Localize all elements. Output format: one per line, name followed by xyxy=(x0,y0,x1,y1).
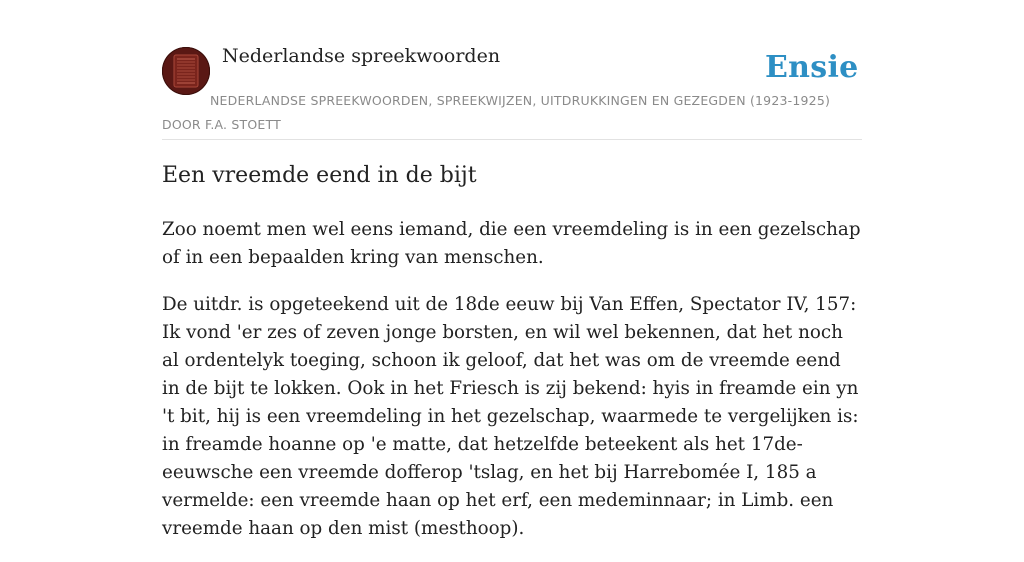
entry-title: Een vreemde eend in de bijt xyxy=(162,163,477,188)
author-line: DOOR F.A. STOETT xyxy=(162,117,281,132)
source-subtitle[interactable]: NEDERLANDSE SPREEKWOORDEN, SPREEKWIJZEN, UITDRUKKINGEN EN GEZEGDEN (1923-1925) xyxy=(210,93,831,108)
entry-body xyxy=(162,216,864,562)
header-divider xyxy=(162,139,862,140)
brand-logo[interactable]: Ensie xyxy=(765,50,859,85)
book-cover-icon[interactable] xyxy=(162,47,210,95)
book-cover-graphic xyxy=(162,47,210,95)
entry-paragraph: De uitdr. is opgeteekend uit de 18de eeuw bij Van Effen, Spectator IV, 157: Ik vond 'er zes of zeven jonge borsten, en wil wel bekennen, dat het noch al ordentelyk toeging, schoon ik geloof, dat het was om de vreemde eend in de bijt te lokken. Ook in het Friesch is zij bekend: hyis in freamde ein yn 't bit, hij is een vreemdeling in het gezelschap, waarmede te vergelijken is: in freamde hoanne op 'e matte, dat hetzelfde beteekent als het 17de-eeuwsche een vreemde dofferop 'tslag, en het bij Harrebomée I, 185 a vermelde: een vreemde haan op het erf, een medeminnaar; in Limb. een vreemde haan op den mist (mesthoop). xyxy=(162,294,859,539)
entry-paragraph: Zoo noemt men wel eens iemand, die een vreemdeling is in een gezelschap of in een bepaalden kring van menschen. xyxy=(162,219,861,268)
source-title[interactable]: Nederlandse spreekwoorden xyxy=(222,45,501,67)
